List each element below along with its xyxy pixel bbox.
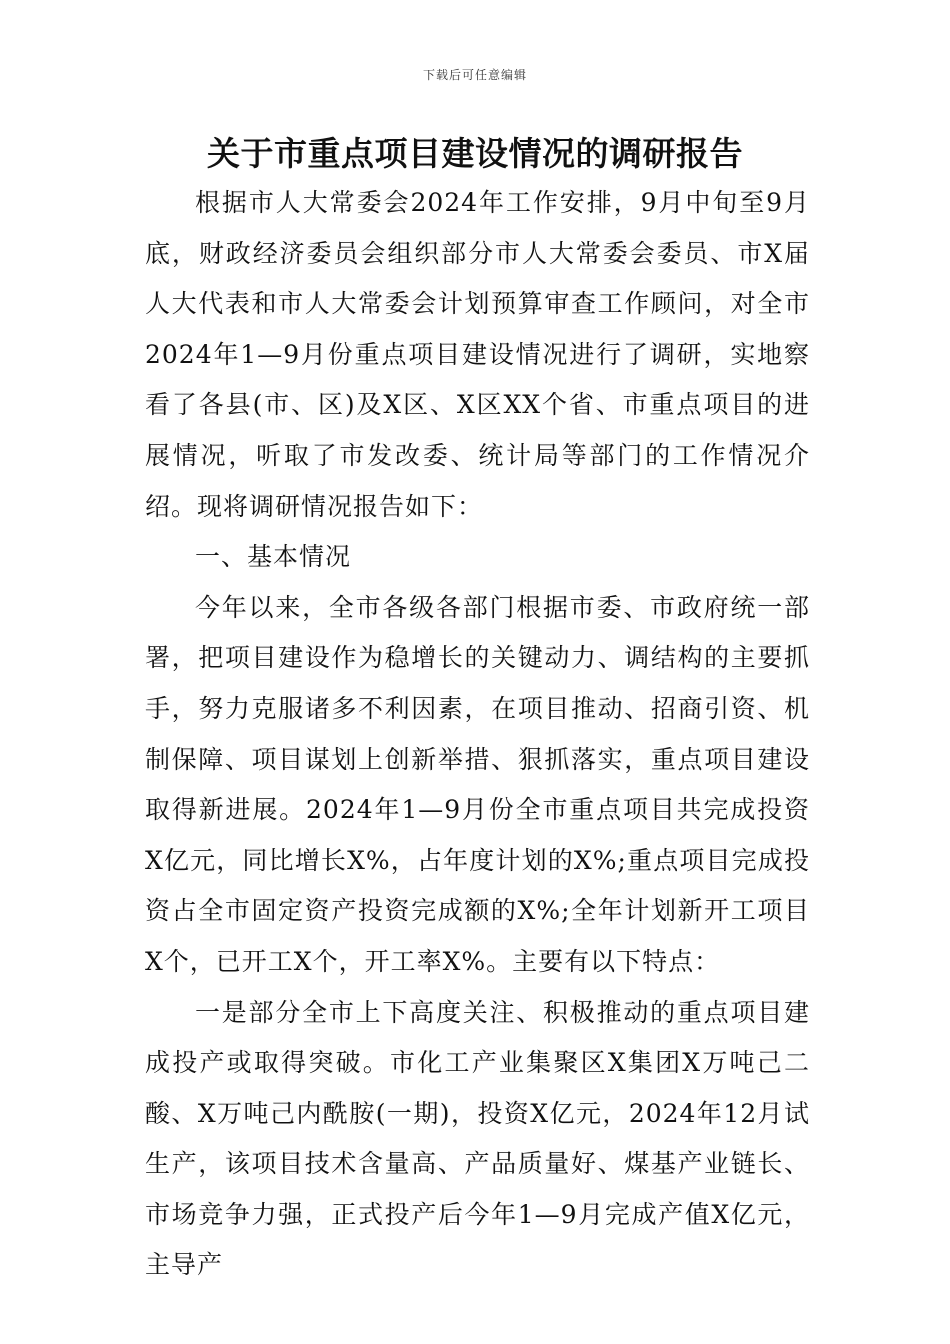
document-title: 关于市重点项目建设情况的调研报告 (207, 134, 743, 173)
document-body (145, 178, 810, 1291)
header-note: 下载后可任意编辑 (422, 68, 527, 82)
paragraph-feature-one: 一是部分全市上下高度关注、积极推动的重点项目建成投产或取得突破。市化工产业集聚区X集团X万吨己二酸、X万吨己内酰胺(一期)，投资X亿元，2024年12月试生产，该项目技术含量高、产品质量好、煤基产业链长、市场竞争力强，正式投产后今年1—9月完成产值X亿元，主导产 (145, 997, 810, 1280)
section-heading-basic-situation: 一、基本情况 (195, 542, 352, 572)
paragraph-overview: 今年以来，全市各级各部门根据市委、市政府统一部署，把项目建设作为稳增长的关键动力、调结构的主要抓手，努力克服诸多不利因素，在项目推动、招商引资、机制保障、项目谋划上创新举措、狠抓落实，重点项目建设取得新进展。2024年1—9月份全市重点项目共完成投资X亿元，同比增长X%，占年度计划的X%;重点项目完成投资占全市固定资产投资完成额的X%;全年计划新开工项目X个，已开工X个，开工率X%。主要有以下特点： (145, 592, 810, 976)
paragraph-intro: 根据市人大常委会2024年工作安排，9月中旬至9月底，财政经济委员会组织部分市人大常委会委员、市X届人大代表和市人大常委会计划预算审查工作顾问，对全市2024年1—9月份重点项目建设情况进行了调研，实地察看了各县(市、区)及X区、X区XX个省、市重点项目的进展情况，听取了市发改委、统计局等部门的工作情况介绍。现将调研情况报告如下： (145, 188, 810, 521)
